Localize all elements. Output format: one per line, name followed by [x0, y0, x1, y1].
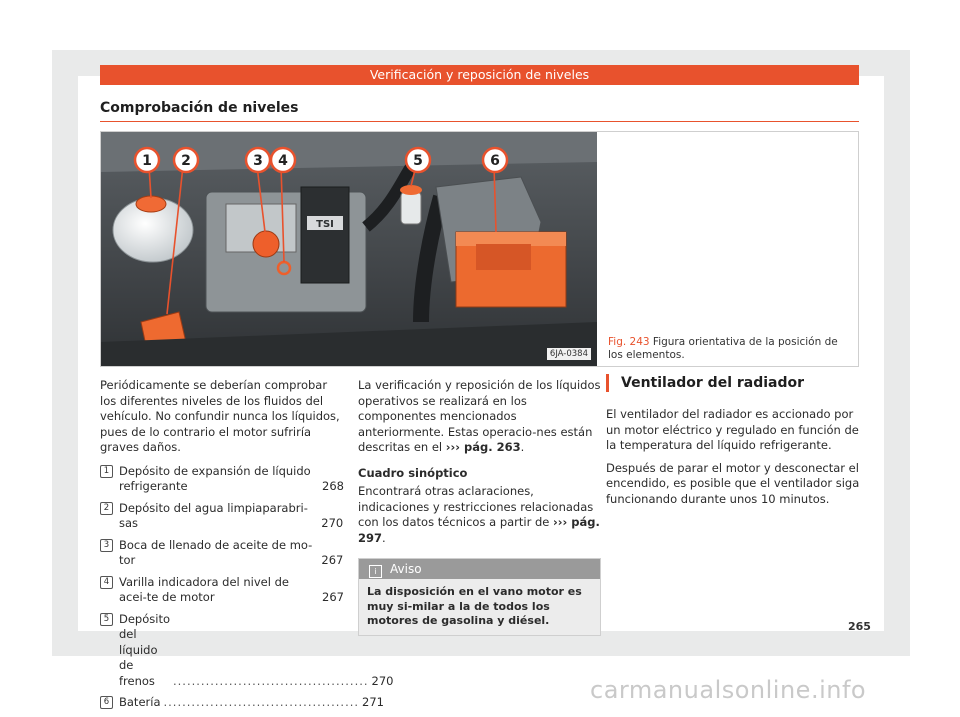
item-label: Depósito del agua limpiaparabri-sas [119, 500, 308, 530]
svg-text:1: 1 [142, 153, 152, 169]
item-number-badge: 4 [100, 576, 113, 589]
callout-5 [406, 148, 430, 172]
item-page-link[interactable]: 270 [321, 516, 344, 530]
heading-ventilador: Ventilador del radiador [606, 374, 860, 392]
item-number-badge: 1 [100, 465, 113, 478]
callout-2 [174, 148, 198, 172]
page-reference-link[interactable]: ››› pág. 297 [358, 515, 600, 545]
item-label: Batería [119, 695, 161, 709]
paragraph-end: . [382, 530, 386, 545]
item-label: Depósito del líquido de frenos [119, 611, 170, 688]
title-rule [100, 121, 859, 122]
notice-box [358, 558, 601, 636]
paragraph-end: . [520, 440, 525, 454]
page-number: 265 [848, 620, 871, 633]
callout-6 [483, 148, 507, 172]
callout-1 [135, 148, 159, 172]
tsi-badge: TSI [316, 219, 334, 230]
item-number-badge: 3 [100, 539, 113, 552]
svg-text:4: 4 [278, 153, 288, 169]
item-label: Boca de llenado de aceite de mo-tor [119, 537, 313, 567]
paragraph-text: La verificación y reposición de los líquidos operativos se realizará en los componentes mencionados anteriormente. Estas operacio-nes están descritas en el [358, 378, 601, 454]
component-list [100, 463, 394, 711]
list-item: 6 Batería .......................................... 271 [100, 695, 342, 711]
list-item [100, 464, 342, 495]
item-page-link[interactable]: 268 [322, 479, 344, 493]
list-item [100, 538, 342, 569]
notice-title: Aviso [390, 562, 422, 576]
svg-text:3: 3 [253, 153, 263, 169]
paragraph-cuadro [358, 484, 601, 546]
item-label: Varilla indicadora del nivel de acei-te de motor [119, 574, 289, 604]
item-page-link[interactable]: 271 [362, 695, 384, 709]
intro-paragraph: Periódicamente se deberían comprobar los diferentes niveles de los fluidos del vehículo. No confundir nunca los líquidos, pues de lo contrario el motor sufriría graves daños. [100, 378, 340, 454]
notice-header [359, 559, 600, 579]
figure-caption [608, 336, 848, 362]
svg-text:6: 6 [490, 153, 500, 169]
watermark: carmanualsonline.info [590, 676, 867, 704]
subheading-cuadro: Cuadro sinóptico [358, 465, 468, 480]
item-number-badge: 2 [100, 502, 113, 515]
item-page-link[interactable]: 267 [322, 590, 344, 604]
engine-bay-photo [101, 132, 597, 366]
paragraph-text: Encontrará otras aclaraciones, indicaciones y restricciones relacionadas con los datos técnicos a partir de [358, 484, 594, 529]
item-page-link[interactable]: 270 [371, 673, 394, 688]
item-number-badge: 6 [100, 696, 113, 709]
chapter-header: Verificación y reposición de niveles [100, 65, 859, 85]
svg-text:5: 5 [413, 153, 423, 169]
figure-code: 6JA-0384 [547, 348, 591, 360]
figure-caption-text: Figura orientativa de la posición de los elementos. [608, 336, 838, 361]
item-number-badge: 5 [100, 613, 113, 626]
paragraph-verification [358, 378, 601, 456]
info-icon: i [369, 565, 382, 578]
column-2 [358, 378, 601, 636]
callout-3 [246, 148, 270, 172]
list-item [100, 575, 342, 606]
svg-text:2: 2 [181, 153, 191, 169]
paragraph-fan-1: El ventilador del radiador es accionado por un motor eléctrico y regulado en función de la temperatura del líquido refrigerante. [606, 407, 859, 452]
engine-bay-illustration [101, 132, 597, 366]
paragraph-fan-2: Después de parar el motor y desconectar el encendido, es posible que el ventilador siga funcionando durante unos 10 minutos. [606, 460, 860, 506]
page-reference-link[interactable]: ››› pág. 263 [445, 440, 521, 454]
section-title: Comprobación de niveles [100, 100, 299, 116]
item-page-link[interactable]: 267 [321, 553, 344, 567]
column-1 [100, 378, 394, 717]
list-item: 5 Depósito del líquido de frenos .......................................... 270 [100, 612, 342, 690]
column-3 [606, 374, 860, 514]
item-label: Depósito de expansión de líquido refrigerante [119, 463, 311, 493]
notice-body: La disposición en el vano motor es muy si-milar a la de todos los motores de gasolina y diésel. [359, 579, 600, 635]
list-item [100, 501, 342, 532]
figure-number: Fig. 243 [608, 336, 650, 348]
callout-4 [271, 148, 295, 172]
